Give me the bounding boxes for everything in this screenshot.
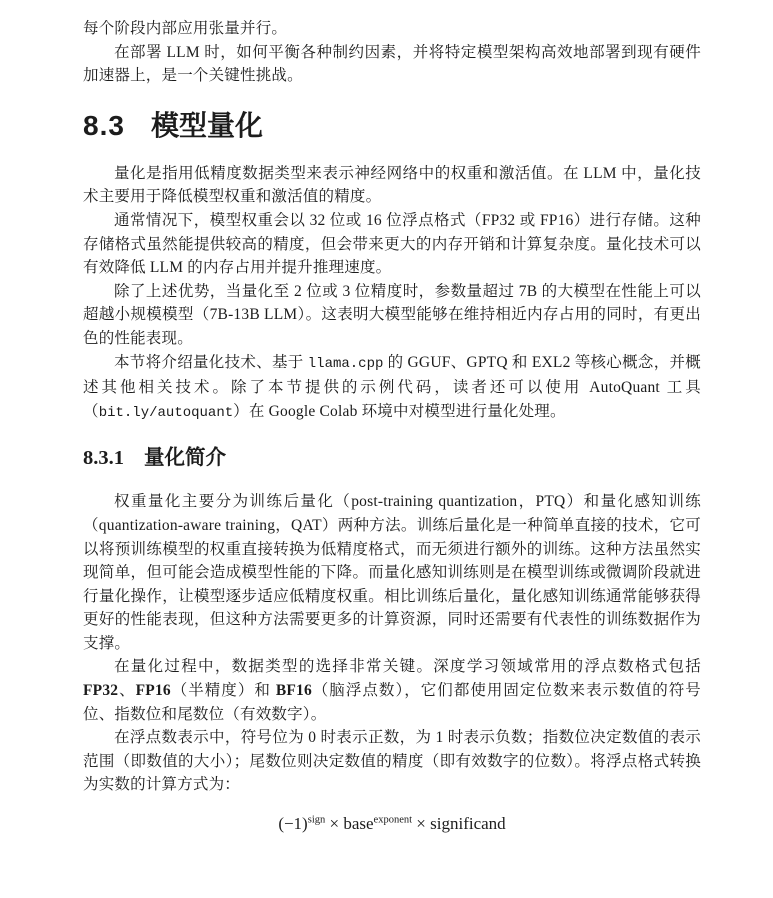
section-heading-8-3 [83, 109, 701, 143]
inline-code-autoquant-link: bit.ly/autoquant [98, 404, 234, 421]
paragraph-section-overview [83, 351, 701, 426]
text-segment: 的 GGUF、GPTQ 和 EXL2 等核心概念，并概述其他相关技术。除了本节提供的示例代码，读者还可以使用 AutoQuant 工具（ [83, 353, 701, 420]
bold-fp16: FP16 [135, 682, 171, 700]
bold-fp32: FP32 [83, 682, 119, 700]
formula-base: (−1) [278, 814, 308, 834]
text-segment: 在量化过程中，数据类型的选择非常关键。深度学习领域常用的浮点数格式包括 [114, 658, 701, 676]
paragraph-float-representation: 在浮点数表示中，符号位为 0 时表示正数，为 1 时表示负数；指数位决定数值的表示范围（即数值的大小）；尾数位则决定数值的精度（即有效数字的位数）。将浮点格式转换为实数的计算方式为： [83, 729, 701, 794]
formula-sup-exponent: exponent [373, 814, 413, 826]
section-title: 模型量化 [150, 109, 263, 141]
formula-times-base: × base [325, 814, 374, 834]
text-segment: （半精度）和 [170, 682, 276, 700]
subsection-title: 量化简介 [144, 447, 226, 470]
section-number: 8.3 [83, 109, 125, 141]
paragraph-continuation: 每个阶段内部应用张量并行。 [83, 20, 288, 37]
paragraph-data-types [83, 655, 701, 726]
inline-code-llama-cpp: llama.cpp [307, 355, 384, 372]
subsection-heading-8-3-1 [83, 444, 701, 472]
text-segment: （脑浮点数），它们都使用固定位数来表示数值的符号位、指数位和尾数位（有效数字）。 [83, 682, 701, 723]
formula-times-significand: × significand [412, 814, 506, 834]
formula-sup-sign: sign [307, 814, 326, 826]
subsection-number: 8.3.1 [83, 447, 124, 470]
text-segment: ）在 Google Colab 环境中对模型进行量化处理。 [233, 402, 566, 420]
paragraph-ptq-qat: 权重量化主要分为训练后量化（post-training quantization，PTQ）和量化感知训练（quantization-aware training，QAT）两种方法。训练后量化是一种简单直接的技术，它可以将预训练模型的权重直接转换为低精度格式，而无须进行额外的训练。这种方法虽然实现简单，但可能会造成模型性能的下降。而量化感知训练则是在模型训练或微调阶段就进行量化操作，让模型逐步适应低精度权重。相比训练后量化，量化感知训练通常能够获得更好的性能表现，但这种方法需要更多的计算资源，同时还需要有代表性的训练数据作为支撑。 [83, 493, 701, 652]
float-conversion-formula [83, 811, 701, 837]
paragraph-quantization-definition: 量化是指用低精度数据类型来表示神经网络中的权重和激活值。在 LLM 中，量化技术主要用于降低模型权重和激活值的精度。 [83, 164, 701, 206]
paragraph-deployment-challenge: 在部署 LLM 时，如何平衡各种制约因素，并将特定模型架构高效地部署到现有硬件加速器上，是一个关键性挑战。 [83, 43, 701, 85]
bold-bf16: BF16 [275, 682, 312, 700]
paragraph-low-bit-advantage: 除了上述优势，当量化至 2 位或 3 位精度时，参数量超过 7B 的大模型在性能上可以超越小规模模型（7B-13B LLM）。这表明大模型能够在维持相近内存占用的同时，有更出色的性能表现。 [83, 282, 701, 347]
paragraph-storage-formats: 通常情况下，模型权重会以 32 位或 16 位浮点格式（FP32 或 FP16）进行存储。这种存储格式虽然能提供较高的精度，但会带来更大的内存开销和计算复杂度。量化技术可以有效降低 LLM 的内存占用并提升推理速度。 [83, 211, 701, 277]
text-segment: 、 [118, 682, 136, 700]
text-segment: 本节将介绍量化技术、基于 [114, 353, 308, 371]
